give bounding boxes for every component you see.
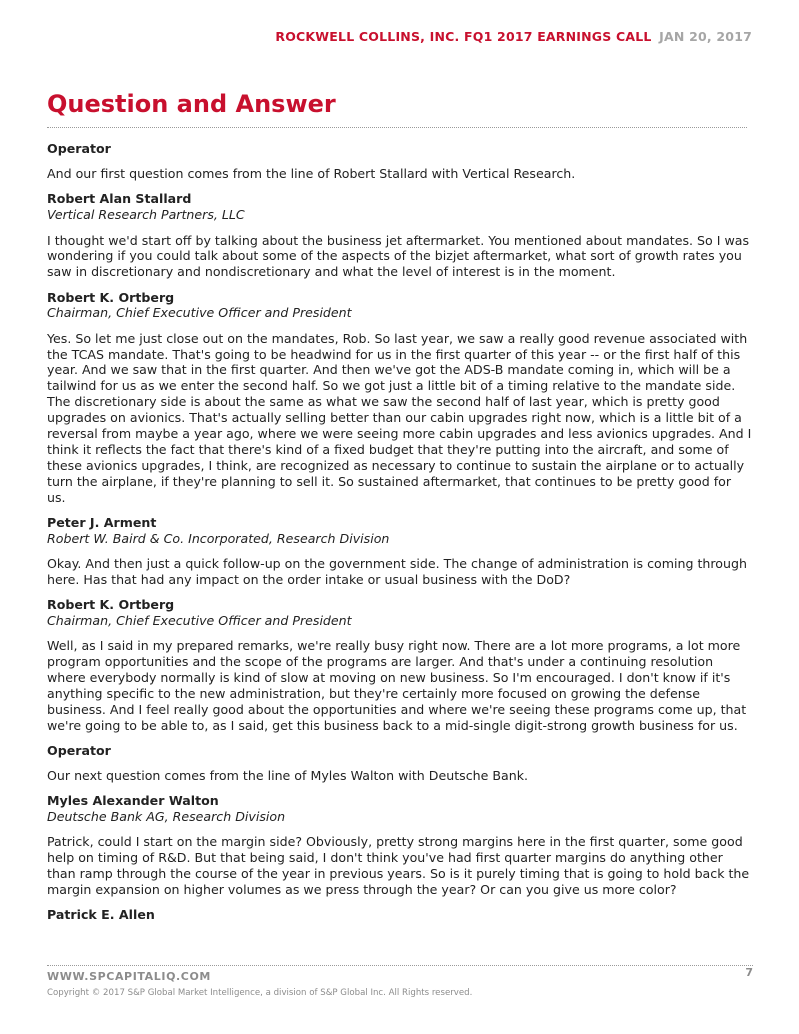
speaker-name: Myles Alexander Walton: [47, 793, 219, 809]
transcript-turn: [47, 743, 753, 759]
transcript-turn: [47, 191, 753, 223]
section-title: Question and Answer: [47, 90, 336, 118]
turn-text: Our next question comes from the line of Myles Walton with Deutsche Bank.: [47, 768, 529, 784]
transcript-turn: [47, 638, 753, 733]
turn-text: Patrick, could I start on the margin side? Obviously, pretty strong margins here in the first quarter, some good help on timing of R&D. But that being said, I don't think you've had first quarter margins do anything other than ramp through the course of the year in previous years. So is it purely timing that is going to hold back the margin expansion on higher volumes as we press through the year? Or can you give us more color?: [47, 834, 750, 898]
speaker-affiliation: Robert W. Baird & Co. Incorporated, Research Division: [47, 530, 390, 546]
turn-text: Okay. And then just a quick follow-up on the government side. The change of administration is coming through here. Has that had any impact on the order intake or usual business with the DoD?: [47, 556, 747, 587]
transcript-turn: [47, 793, 753, 825]
company-event-title: ROCKWELL COLLINS, INC. FQ1 2017 EARNINGS CALL: [275, 29, 652, 44]
transcript-turn: [47, 166, 753, 182]
transcript-turn: [47, 233, 753, 281]
transcript-turn: [47, 141, 753, 157]
speaker-affiliation: Chairman, Chief Executive Officer and President: [47, 305, 352, 321]
event-date: JAN 20, 2017: [659, 29, 752, 44]
transcript-turn: [47, 907, 753, 923]
transcript-turn: [47, 515, 753, 547]
document-header: [47, 29, 752, 44]
page-number: 7: [745, 966, 753, 979]
speaker-affiliation: Deutsche Bank AG, Research Division: [47, 809, 286, 825]
transcript-turn: [47, 556, 753, 588]
speaker-affiliation: Chairman, Chief Executive Officer and President: [47, 613, 352, 629]
speaker-name: Robert K. Ortberg: [47, 597, 175, 613]
speaker-name: Patrick E. Allen: [47, 907, 155, 923]
transcript-turn: [47, 768, 753, 784]
turn-text: Yes. So let me just close out on the mandates, Rob. So last year, we saw a really good revenue associated with the TCAS mandate. That's going to be headwind for us in the first quarter of this year -- or the first half of this year. And we saw that in the first quarter. And then we've got the ADS-B mandate coming in, which will be a tailwind for us as we enter the second half. So we got just a little bit of a timing relative to the mandate side. The discretionary side is about the same as what we saw the second half of last year, which is pretty good upgrades on avionics. That's actually selling better than our cabin upgrades right now, which is a little bit of a reversal from maybe a year ago, where we were seeing more cabin upgrades and less avionics upgrades. And I think it reflects the fact that there's kind of a fixed budget that they're putting into the aircraft, and some of these avionics upgrades, I think, are recognized as necessary to continue to sustain the airplane or to actually turn the airplane, if they're planning to sell it. So sustained aftermarket, that continues to be pretty good for us.: [47, 330, 752, 505]
speaker-affiliation: Vertical Research Partners, LLC: [47, 207, 245, 223]
transcript-turn: [47, 290, 753, 322]
turn-text: I thought we'd start off by talking about the business jet aftermarket. You mentioned about mandates. So I was wondering if you could talk about some of the aspects of the bizjet aftermarket, what sort of growth rates you saw in discretionary and nondiscretionary and what the level of interest is in the moment.: [47, 232, 750, 280]
title-divider: [47, 127, 747, 128]
transcript: [47, 141, 753, 933]
footer-website[interactable]: WWW.SPCAPITALIQ.COM: [47, 970, 211, 983]
turn-text: And our first question comes from the line of Robert Stallard with Vertical Research.: [47, 166, 576, 182]
transcript-turn: [47, 834, 753, 898]
speaker-name: Robert K. Ortberg: [47, 289, 175, 305]
speaker-name: Peter J. Arment: [47, 514, 157, 530]
speaker-name: Operator: [47, 141, 111, 156]
copyright-notice: Copyright © 2017 S&P Global Market Intelligence, a division of S&P Global Inc. All Rights reserved.: [47, 988, 473, 998]
transcript-turn: [47, 331, 753, 506]
speaker-name: Operator: [47, 742, 111, 758]
speaker-name: Robert Alan Stallard: [47, 191, 192, 207]
turn-text: Well, as I said in my prepared remarks, we're really busy right now. There are a lot more programs, a lot more program opportunities and the scope of the programs are larger. And that's under a continuing resolution where everybody normally is kind of slow at moving on new business. So I'm encouraged. I don't know if it's anything specific to the new administration, but they're certainly more focused on growing the defense business. And I feel really good about the opportunities and where we're seeing these programs come up, that we're going to be able to, as I said, get this business back to a mid-single digit-strong growth business for us.: [47, 638, 747, 733]
footer-divider: [47, 965, 753, 966]
transcript-turn: [47, 597, 753, 629]
